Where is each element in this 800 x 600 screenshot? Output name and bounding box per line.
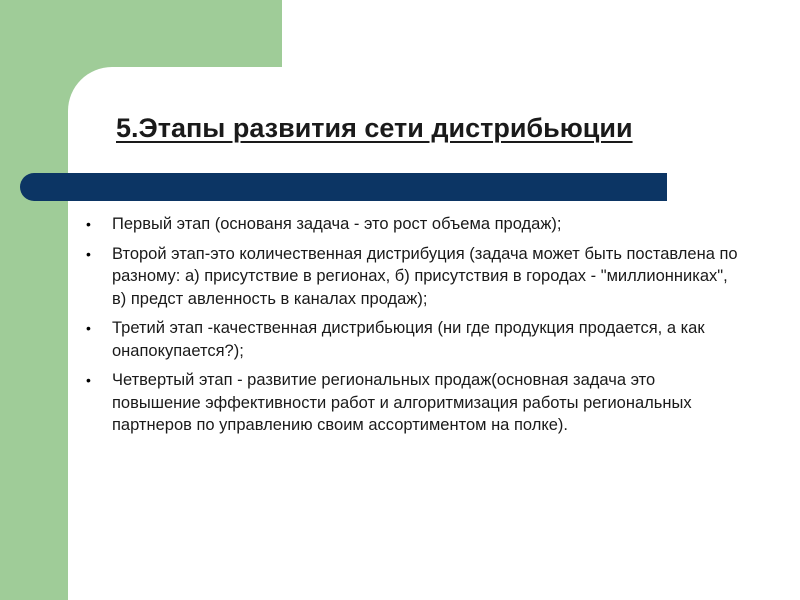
bullet-text: Второй этап-это количественная дистрибуция (задача может быть поставлена по разному: а) присутствие в регионах, б) присутствия в городах - "миллионниках", в) предст авленность в каналах продаж); — [112, 244, 738, 308]
bullet-text: Первый этап (основаня задача - это рост объема продаж); — [112, 215, 562, 233]
bullet-text: Четвертый этап - развитие региональных продаж(основная задача это повышение эффективности работ и алгоритмизация работы региональных партнеров по управлению своим ассортиментом на полке). — [112, 371, 692, 434]
bullet-icon: • — [86, 216, 91, 232]
bullet-item — [86, 243, 746, 311]
bullet-icon: • — [86, 245, 91, 262]
bullet-text: Третий этап -качественная дистрибьюция (ни где продукция продается, а как онапокупается?); — [112, 319, 705, 360]
bullet-item — [86, 369, 746, 437]
bullet-item — [86, 317, 746, 362]
bullet-icon: • — [86, 372, 91, 388]
bullet-list — [86, 213, 746, 444]
title-divider-bar — [20, 173, 667, 201]
bullet-item — [86, 213, 746, 236]
bullet-icon: • — [86, 320, 91, 336]
slide-title: 5.Этапы развития сети дистрибьюции — [116, 113, 633, 143]
